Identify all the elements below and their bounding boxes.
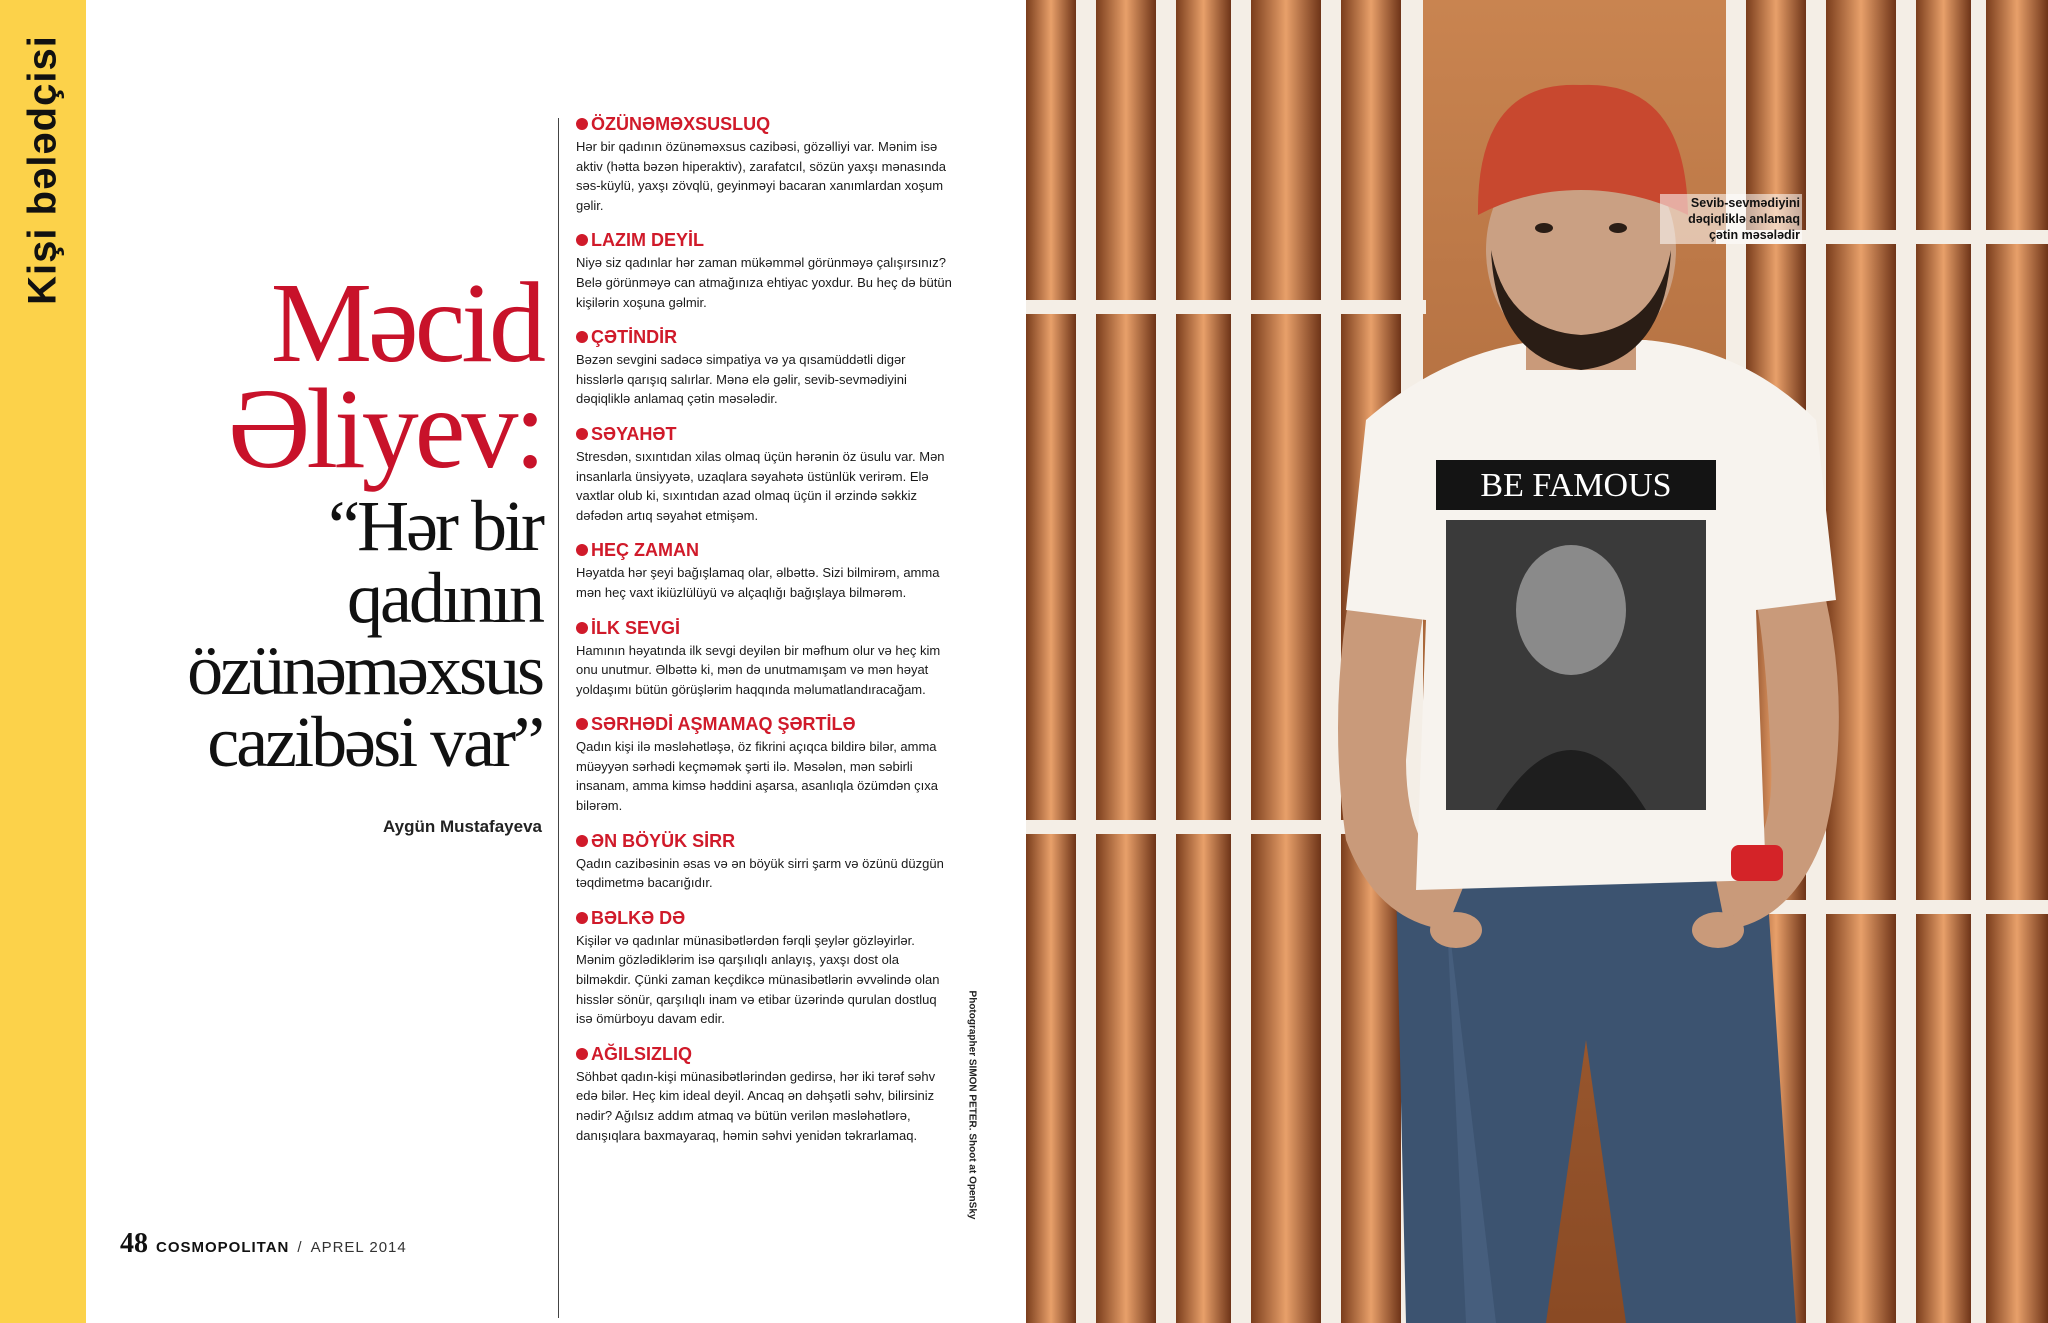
qa-section — [576, 539, 956, 602]
magazine-name: COSMOPOLITAN — [156, 1239, 290, 1256]
qa-body: Həyatda hər şeyi bağışlamaq olar, əlbəttə. Sizi bilmirəm, amma mən heç vaxt ikiüzlülüyü və alçaqlığı bağışlaya bilmərəm. — [576, 565, 940, 600]
portrait-illustration — [1026, 0, 2048, 1323]
qa-heading-text: HEÇ ZAMAN — [591, 540, 699, 561]
qa-heading-text: ƏN BÖYÜK SİRR — [591, 830, 736, 851]
qa-section — [576, 229, 956, 312]
headline — [150, 259, 542, 836]
quote-line: qadının — [347, 558, 542, 638]
bullet-icon — [576, 1048, 588, 1060]
name-line: Əliyev: — [228, 365, 542, 492]
qa-heading — [576, 423, 956, 445]
portrait-photo — [1026, 0, 2048, 1323]
qa-heading — [576, 539, 956, 561]
headline-quote — [150, 486, 542, 782]
qa-body: Söhbət qadın-kişi münasibətlərindən gedirsə, hər iki tərəf səhv edə bilər. Heç kim ideal deyil. Ancaq ən dəhşətli səhv, bilirsiniz nədir? Ağılsız addım atmaq və bütün verilən məsləhətlərə, danışıqlara baxmayaraq, həmin səhvi yenidən təkrarlamaq. — [576, 1068, 936, 1143]
qa-section — [576, 326, 956, 409]
bullet-icon — [576, 622, 588, 634]
page-folio — [120, 1228, 407, 1260]
qa-heading — [576, 617, 956, 639]
quote-line: “Hər bir — [328, 486, 542, 566]
qa-heading — [576, 907, 956, 929]
photo-caption: Sevib-sevmədiyini dəqiqliklə anlamaq çətin məsələdir — [1660, 194, 1802, 244]
qa-section — [576, 830, 956, 893]
qa-heading-text: SƏYAHƏT — [591, 423, 677, 444]
quote-line: özünəməxsus — [187, 630, 542, 710]
qa-body: Hamının həyatında ilk sevgi deyilən bir məfhum olur və heç kim onu unutmur. Əlbəttə ki, mən də unutmamışam və mən həyat yoldaşımı bütün görüşlərim haqqında məlumatlandıracağam. — [576, 642, 941, 697]
qa-heading-text: ÇƏTİNDİR — [591, 327, 678, 348]
qa-section — [576, 617, 956, 700]
qa-body: Stresdən, sıxıntıdan xilas olmaq üçün hərənin öz üsulu var. Mən insanlarla ünsiyyətə, uzaqlara səyahətə üstünlük verirəm. Elə vaxtlar olub ki, sıxıntıdan azad olmaq üçün il ərzində səkkiz dəfədən artıq səyahət etmişəm. — [576, 448, 945, 523]
qa-heading — [576, 830, 956, 852]
qa-heading — [576, 713, 956, 735]
interviewee-name — [150, 259, 542, 492]
qa-section — [576, 423, 956, 525]
qa-section — [576, 713, 956, 815]
shirt-print-text: BE FAMOUS — [1480, 467, 1672, 504]
author-byline: Aygün Mustafayeva — [382, 817, 542, 836]
page-number: 48 — [120, 1228, 148, 1259]
photo-credit: Photographer SIMON PETER. Shoot at OpenSky — [966, 990, 978, 1220]
bullet-icon — [576, 331, 588, 343]
qa-body: Qadın kişi ilə məsləhətləşə, öz fikrini açıqca bildirə bilər, amma müəyyən sərhədi keçməmək şərti ilə. Məsələn, mən səbirli insanam, amma kimsə həddini aşarsa, asanlıqla özümdən çıxa bilərəm. — [576, 739, 939, 814]
bullet-icon — [576, 544, 588, 556]
qa-section — [576, 907, 956, 1029]
quote-line: cazibəsi var” — [207, 702, 542, 782]
qa-body: Kişilər və qadınlar münasibətlərdən fərqli şeylər gözləyirlər. Mənim gözlədiklərim isə qarşılıqlı anlayış, yaxşı dost ola bilməkdir. Çünki zaman keçdikcə münasibətlərin əvvəlində olan hisslər sönür, qarşılıqlı inam və etibar üzərində qurulan dostluq isə ömürboyu davam edir. — [576, 932, 940, 1027]
bullet-icon — [576, 718, 588, 730]
bullet-icon — [576, 428, 588, 440]
bullet-icon — [576, 234, 588, 246]
qa-body: Bəzən sevgini sadəcə simpatiya və ya qısamüddətli digər hisslərlə qarışıq salırlar. Mənə elə gəlir, sevib-sevmədiyini dəqiqliklə anlamaq çətin məsələdir. — [576, 352, 907, 407]
folio-separator: / — [297, 1239, 303, 1256]
qa-heading-text: LAZIM DEYİL — [591, 230, 704, 251]
section-sidebar — [0, 0, 86, 1323]
section-label: Kişi bələdçisi — [20, 35, 65, 305]
qa-heading-text: ÖZÜNƏMƏXSUSLUQ — [591, 114, 771, 134]
bullet-icon — [576, 118, 588, 130]
qa-heading-text: BƏLKƏ DƏ — [591, 907, 686, 928]
qa-body: Qadın cazibəsinin əsas və ən böyük sirri şarm və özünü düzgün təqdimetmə bacarığıdır. — [576, 855, 944, 891]
qa-body: Niyə siz qadınlar hər zaman mükəmməl görünməyə çalışırsınız? Belə görünməyə can atmağınıza ehtiyac yoxdur. Bu heç də bütün kişilərin xoşuna gəlmir. — [576, 255, 952, 310]
qa-section — [576, 1043, 956, 1145]
bullet-icon — [576, 835, 588, 847]
qa-heading-text: İLK SEVGİ — [591, 617, 681, 638]
qa-heading-text: AĞILSIZLIQ — [591, 1043, 692, 1064]
qa-heading — [576, 1043, 956, 1065]
qa-heading — [576, 326, 956, 348]
qa-body: Hər bir qadının özünəməxsus cazibəsi, gözəlliyi var. Mənim isə aktiv (hətta bəzən hiperaktiv), zarafatcıl, sözün yaxşı mənasında səs-küylü, yaxşı zövqlü, geyinməyi bacaran xanımlardan xoşum gəlir. — [576, 139, 946, 213]
bullet-icon — [576, 912, 588, 924]
qa-section — [576, 113, 956, 215]
issue-date: APREL 2014 — [310, 1239, 407, 1256]
qa-column — [576, 113, 956, 1159]
qa-heading — [576, 229, 956, 251]
name-line: Məcid — [270, 259, 542, 386]
column-divider — [558, 118, 559, 1318]
qa-heading — [576, 113, 956, 135]
qa-heading-text: SƏRHƏDİ AŞMAMAQ ŞƏRTİLƏ — [591, 714, 856, 735]
